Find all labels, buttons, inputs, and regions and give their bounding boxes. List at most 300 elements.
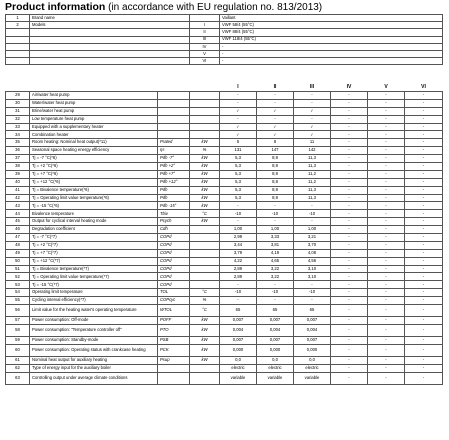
row-value: 11,3 (294, 186, 331, 194)
row-value: ✓ (257, 107, 294, 115)
row-label: Controlling output under average climate conditions (30, 372, 158, 384)
row-value: - (405, 170, 443, 178)
row-value: - (368, 344, 405, 356)
table-row (6, 131, 443, 139)
table-row (6, 99, 443, 107)
model-index: I (190, 22, 220, 29)
table-row (6, 336, 443, 344)
row-value: 3,21 (294, 234, 331, 242)
row-value: - (368, 163, 405, 171)
row-label: Power consumption: "Temperature controller off" (30, 324, 158, 336)
row-value: - (368, 297, 405, 305)
row-unit: kW (190, 317, 220, 325)
row-value: 4,08 (294, 249, 331, 257)
row-value: 3,22 (257, 265, 294, 273)
row-number: 41 (6, 186, 30, 194)
model-value: Vaillant (220, 15, 443, 22)
table-row (6, 317, 443, 325)
row-unit: kW (190, 336, 220, 344)
row-value: - (331, 170, 368, 178)
row-value: - (220, 281, 257, 289)
row-value: - (405, 147, 443, 155)
row-value: - (368, 257, 405, 265)
row-value: 1,00 (294, 226, 331, 234)
row-value: - (405, 202, 443, 210)
row-unit: kW (190, 324, 220, 336)
column-header: II (273, 84, 277, 91)
table-row (6, 210, 443, 218)
row-value: - (405, 163, 443, 171)
row-label: Tj = Operating limit value temperature(*7) (30, 273, 158, 281)
column-header: IV (346, 84, 352, 91)
row-value: 0,0 (220, 356, 257, 364)
row-value: - (405, 317, 443, 325)
row-value: - (331, 99, 368, 107)
row-value: - (331, 273, 368, 281)
row-unit (190, 372, 220, 384)
row-symbol: COPd (158, 257, 190, 265)
row-value: - (405, 241, 443, 249)
row-value: - (220, 202, 257, 210)
row-label: Bivalence temperature (30, 210, 158, 218)
row-value: - (368, 281, 405, 289)
row-symbol (158, 115, 190, 123)
row-value: 4,22 (220, 257, 257, 265)
row-label: Operating limit temperature (30, 289, 158, 297)
row-value: variable (294, 372, 331, 384)
row-value: - (331, 115, 368, 123)
row-value: - (405, 281, 443, 289)
row-symbol: TOL (158, 289, 190, 297)
row-value: 11,3 (294, 155, 331, 163)
table-row (6, 115, 443, 123)
row-number: 62 (6, 364, 30, 372)
row-value: - (331, 305, 368, 317)
row-value: - (368, 147, 405, 155)
row-value: - (331, 344, 368, 356)
row-symbol: PTO (158, 324, 190, 336)
row-value: 0,000 (220, 344, 257, 356)
row-value: ✓ (294, 123, 331, 131)
row-unit: kW (190, 202, 220, 210)
row-value: - (220, 92, 257, 100)
row-value: 0,007 (220, 336, 257, 344)
row-number: 57 (6, 317, 30, 325)
row-symbol: COPd (158, 265, 190, 273)
row-symbol: Prated (158, 139, 190, 147)
row-value: - (331, 163, 368, 171)
row-label: Nominal heat output for auxiliary heating (30, 356, 158, 364)
row-label: Tj = -15 °C(*6) (30, 202, 158, 210)
row-value: - (368, 241, 405, 249)
header-blank (6, 84, 30, 92)
row-value: - (294, 115, 331, 123)
row-value: - (331, 226, 368, 234)
row-value: - (405, 92, 443, 100)
title-bold: Product information (5, 1, 106, 13)
column-header-row (6, 84, 443, 92)
row-value: 1,00 (220, 226, 257, 234)
row-value: - (368, 289, 405, 297)
row-unit: kW (190, 155, 220, 163)
row-value: 65 (294, 305, 331, 317)
row-unit: % (190, 297, 220, 305)
table-row (6, 139, 443, 147)
row-label (30, 29, 190, 36)
row-value: - (368, 226, 405, 234)
row-number: 36 (6, 147, 30, 155)
row-value: - (331, 123, 368, 131)
row-label: Tj = Bivalence temperature(*6) (30, 186, 158, 194)
row-value: 0,007 (294, 317, 331, 325)
row-number (6, 58, 30, 65)
row-value: - (405, 178, 443, 186)
row-value: -10 (220, 289, 257, 297)
row-number: 42 (6, 194, 30, 202)
row-value: - (331, 155, 368, 163)
row-unit (190, 241, 220, 249)
table-row (6, 297, 443, 305)
row-value: - (405, 234, 443, 242)
row-value: - (331, 210, 368, 218)
top-table-row (6, 29, 443, 36)
row-value: 0,000 (294, 344, 331, 356)
table-row (6, 107, 443, 115)
row-unit (190, 281, 220, 289)
brand-models-table (5, 14, 443, 65)
row-unit: kW (190, 139, 220, 147)
row-value: - (405, 115, 443, 123)
row-label (30, 36, 190, 43)
row-symbol: COPd (158, 241, 190, 249)
row-value: 5 (220, 139, 257, 147)
row-label: Power consumption: Operating status with crankcase heating (30, 344, 158, 356)
row-label: Water/water heat pump (30, 99, 158, 107)
column-header: III (309, 84, 315, 91)
row-value: ✓ (220, 131, 257, 139)
table-row (6, 123, 443, 131)
model-index: VI (190, 58, 220, 65)
row-value: - (294, 99, 331, 107)
row-value: 4,19 (257, 249, 294, 257)
row-unit: kW (190, 178, 220, 186)
row-value: - (368, 372, 405, 384)
column-header: I (237, 84, 239, 91)
row-label: Power consumption: Off-mode (30, 317, 158, 325)
row-value: 2,99 (220, 234, 257, 242)
row-number: 35 (6, 139, 30, 147)
row-value: - (368, 99, 405, 107)
row-value: 65 (257, 305, 294, 317)
row-value: - (331, 107, 368, 115)
table-row (6, 155, 443, 163)
row-value: 0,004 (257, 324, 294, 336)
row-unit: kW (190, 344, 220, 356)
row-value: - (405, 372, 443, 384)
row-value: - (368, 92, 405, 100)
row-symbol: POFF (158, 317, 190, 325)
row-unit (190, 364, 220, 372)
row-label: Type of energy input for the auxiliary boiler (30, 364, 158, 372)
row-unit (190, 115, 220, 123)
row-value: - (331, 218, 368, 226)
row-value: - (405, 131, 443, 139)
row-unit (190, 123, 220, 131)
row-symbol: Psup (158, 356, 190, 364)
row-value: - (331, 317, 368, 325)
row-label: Tj = +7 °C(*6) (30, 170, 158, 178)
row-label: Tj = +12 °C(*6) (30, 178, 158, 186)
row-value: - (331, 241, 368, 249)
row-label: Brine/water heat pump (30, 107, 158, 115)
row-value: - (405, 226, 443, 234)
row-value: -10 (294, 289, 331, 297)
row-value: 4,56 (294, 257, 331, 265)
row-value: - (368, 317, 405, 325)
row-symbol: Pdh -15° (158, 202, 190, 210)
top-table-row (6, 50, 443, 57)
row-symbol (158, 92, 190, 100)
row-value: - (368, 234, 405, 242)
row-label: Degradation coefficient (30, 226, 158, 234)
table-row (6, 241, 443, 249)
row-value: - (294, 281, 331, 289)
row-value: - (368, 123, 405, 131)
row-unit (190, 99, 220, 107)
row-unit (190, 234, 220, 242)
model-index: IV (190, 43, 220, 50)
row-number: 52 (6, 273, 30, 281)
row-value: - (331, 147, 368, 155)
row-value: 5,3 (220, 170, 257, 178)
row-value: - (368, 107, 405, 115)
row-value: 4,65 (257, 257, 294, 265)
row-value: - (368, 364, 405, 372)
brand-models-body (6, 15, 443, 65)
model-value: VWF 88/4 (55°C) (220, 29, 443, 36)
table-row (6, 265, 443, 273)
row-value: -10 (220, 210, 257, 218)
row-value: ✓ (294, 131, 331, 139)
row-value: 11 (294, 139, 331, 147)
row-label: Tj = +2 °C(*7) (30, 241, 158, 249)
row-value: - (368, 139, 405, 147)
row-number: 43 (6, 202, 30, 210)
row-value: - (368, 265, 405, 273)
row-value: ✓ (220, 123, 257, 131)
row-label: Tj = -7 °C(*7) (30, 234, 158, 242)
row-value: - (257, 281, 294, 289)
row-number: 2 (6, 22, 30, 29)
row-symbol: COPd (158, 273, 190, 281)
page-title (5, 1, 322, 14)
row-label: Cycling interval efficiency(*7) (30, 297, 158, 305)
table-row (6, 178, 443, 186)
row-symbol (158, 364, 190, 372)
row-value: - (405, 273, 443, 281)
row-symbol (158, 99, 190, 107)
row-value: - (405, 99, 443, 107)
row-unit (190, 107, 220, 115)
row-number: 60 (6, 344, 30, 356)
row-symbol: Pcych (158, 218, 190, 226)
row-value: - (257, 115, 294, 123)
row-value: 3,81 (257, 241, 294, 249)
table-row (6, 234, 443, 242)
row-value: 0,007 (294, 336, 331, 344)
row-value: 5,3 (220, 178, 257, 186)
row-value: 0,0 (257, 356, 294, 364)
row-number: 53 (6, 281, 30, 289)
row-value: - (368, 305, 405, 317)
row-value: - (294, 92, 331, 100)
top-table-row (6, 58, 443, 65)
row-value: 8,8 (257, 178, 294, 186)
row-symbol: COPd (158, 234, 190, 242)
table-row (6, 257, 443, 265)
row-label: Low temperature heat pump (30, 115, 158, 123)
row-unit: kW (190, 218, 220, 226)
row-value: - (331, 139, 368, 147)
row-label: Limit value for the heating water's operating temperature (30, 305, 158, 317)
row-value: - (331, 364, 368, 372)
row-value: - (368, 186, 405, 194)
row-value: - (405, 186, 443, 194)
row-number: 38 (6, 163, 30, 171)
row-number: 29 (6, 92, 30, 100)
row-value: - (331, 249, 368, 257)
row-value: 8,9 (257, 194, 294, 202)
row-value: ✓ (220, 107, 257, 115)
row-value: 3,79 (220, 249, 257, 257)
row-unit: °C (190, 289, 220, 297)
row-value: - (331, 356, 368, 364)
row-unit (190, 226, 220, 234)
row-value: - (405, 249, 443, 257)
row-value: - (405, 297, 443, 305)
row-value: variable (257, 372, 294, 384)
row-number: 54 (6, 289, 30, 297)
row-value: - (294, 202, 331, 210)
table-row (6, 356, 443, 364)
row-symbol: PSB (158, 336, 190, 344)
table-row (6, 226, 443, 234)
row-label: Power consumption: Standby-mode (30, 336, 158, 344)
header-blank (30, 84, 158, 92)
product-data-table (5, 84, 443, 385)
row-value: - (331, 202, 368, 210)
row-value: 0,000 (257, 344, 294, 356)
row-value: - (331, 186, 368, 194)
row-value: - (368, 324, 405, 336)
row-value: 1,00 (257, 226, 294, 234)
row-value: - (331, 297, 368, 305)
row-number (6, 29, 30, 36)
row-value: - (405, 364, 443, 372)
row-value: 8,9 (257, 163, 294, 171)
row-label: Models (30, 22, 190, 29)
row-number: 56 (6, 305, 30, 317)
row-value: - (331, 289, 368, 297)
row-number: 48 (6, 241, 30, 249)
row-value: 0,004 (220, 324, 257, 336)
row-unit (190, 265, 220, 273)
row-value: - (257, 202, 294, 210)
row-number: 49 (6, 249, 30, 257)
row-value: 8 (257, 139, 294, 147)
row-value: - (405, 139, 443, 147)
row-value: - (220, 297, 257, 305)
row-number: 31 (6, 107, 30, 115)
row-label: Tj = +2 °C(*6) (30, 163, 158, 171)
row-value: - (257, 99, 294, 107)
row-number: 39 (6, 170, 30, 178)
header-blank (158, 84, 190, 92)
row-symbol (158, 123, 190, 131)
table-row (6, 218, 443, 226)
row-value: ✓ (257, 131, 294, 139)
row-symbol: Pdh +7° (158, 170, 190, 178)
row-value: ✓ (294, 107, 331, 115)
row-value: - (368, 131, 405, 139)
row-label: Output for cyclical interval heating mode (30, 218, 158, 226)
table-row (6, 186, 443, 194)
row-symbol (158, 131, 190, 139)
row-value: 3,22 (257, 273, 294, 281)
table-row (6, 372, 443, 384)
row-value: - (405, 155, 443, 163)
row-value: - (368, 115, 405, 123)
row-value: 11,2 (294, 170, 331, 178)
row-value: - (220, 115, 257, 123)
row-value: - (405, 305, 443, 317)
row-value: 5,3 (220, 163, 257, 171)
row-value: 2,89 (220, 273, 257, 281)
model-value: - (220, 43, 443, 50)
row-value: - (331, 234, 368, 242)
table-row (6, 147, 443, 155)
table-row (6, 281, 443, 289)
row-value: - (405, 265, 443, 273)
row-value: - (405, 289, 443, 297)
row-unit: kW (190, 170, 220, 178)
row-value: electric (294, 364, 331, 372)
row-label (30, 50, 190, 57)
row-value: 5,3 (220, 186, 257, 194)
row-number: 61 (6, 356, 30, 364)
table-row (6, 344, 443, 356)
row-label: Brand name (30, 15, 190, 22)
row-value: 3,33 (257, 234, 294, 242)
row-symbol: ηs (158, 147, 190, 155)
row-unit (190, 273, 220, 281)
model-value: - (220, 50, 443, 57)
row-value: variable (220, 372, 257, 384)
row-value: - (368, 202, 405, 210)
row-value: - (368, 210, 405, 218)
row-label: Tj = -15 °C(*7) (30, 281, 158, 289)
row-number: 55 (6, 297, 30, 305)
column-header: V (384, 84, 388, 91)
row-unit: kW (190, 186, 220, 194)
table-row (6, 163, 443, 171)
row-value: - (220, 218, 257, 226)
row-value: 3,44 (220, 241, 257, 249)
row-symbol (158, 372, 190, 384)
row-symbol: Cdh (158, 226, 190, 234)
row-symbol: Pdh (158, 194, 190, 202)
row-label: Tj = Operating limit value temperature(*6) (30, 194, 158, 202)
